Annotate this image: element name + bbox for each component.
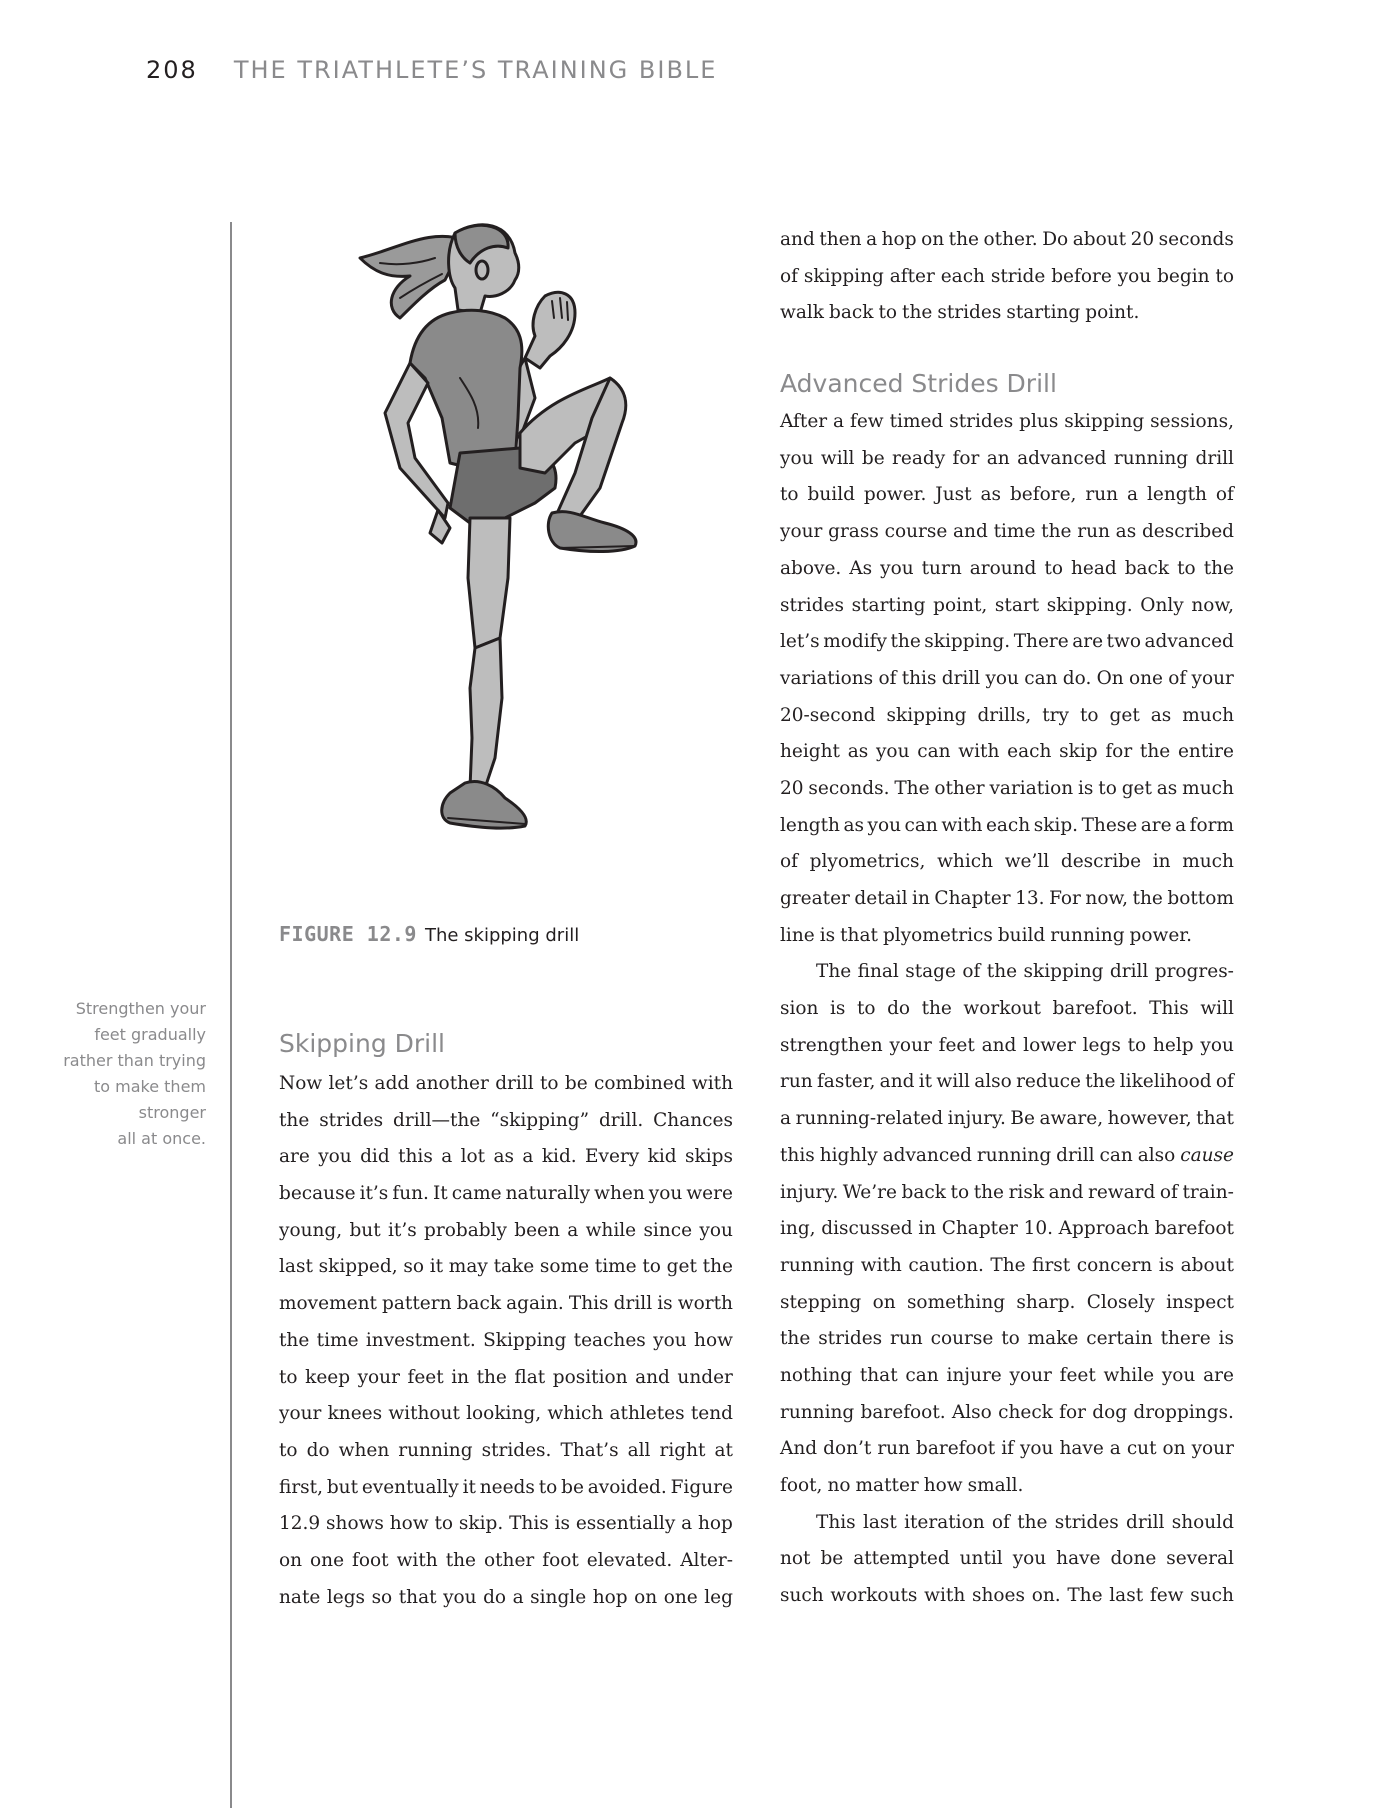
text-line: length as you can with each skip. These are a form bbox=[780, 814, 1234, 836]
figure-illustration bbox=[330, 218, 660, 883]
text-line: to do when running strides. That’s all right at bbox=[279, 1439, 733, 1461]
woman-skipping-illustration bbox=[330, 218, 660, 883]
text-line: 20 seconds. The other variation is to get as much bbox=[780, 777, 1234, 799]
paragraph-last-iteration bbox=[780, 1505, 1234, 1615]
text-line: running barefoot. Also check for dog droppings. bbox=[780, 1401, 1234, 1423]
paragraph-barefoot bbox=[780, 954, 1234, 1504]
text-line: After a few timed strides plus skipping sessions, bbox=[780, 411, 1234, 433]
text-line: your grass course and time the run as described bbox=[780, 521, 1234, 543]
text-line: nothing that can injure your feet while you are bbox=[780, 1364, 1234, 1386]
text-line: last skipped, so it may take some time to get the bbox=[279, 1256, 733, 1278]
sidebar-note-line: stronger bbox=[138, 1103, 206, 1122]
section-heading-wrap bbox=[780, 332, 1234, 404]
text-line: nate legs so that you do a single hop on one leg bbox=[279, 1586, 733, 1608]
text-line: first, but eventually it needs to be avoided. Figure bbox=[279, 1476, 733, 1498]
text-line: are you did this a lot as a kid. Every kid skips bbox=[279, 1146, 733, 1168]
sidebar-note-line: rather than trying bbox=[63, 1051, 206, 1070]
text-line: because it’s fun. It came naturally when you were bbox=[279, 1183, 733, 1205]
text-line: not be attempted until you have done several bbox=[780, 1548, 1234, 1570]
text-line: such workouts with shoes on. The last few such bbox=[780, 1585, 1234, 1607]
text-line: This last iteration of the strides drill should bbox=[816, 1511, 1234, 1533]
text-line: line is that plyometrics build running power. bbox=[780, 924, 1193, 946]
sidebar-note-line: to make them bbox=[93, 1077, 206, 1096]
figure-label: FIGURE 12.9 bbox=[279, 922, 417, 946]
text-line: to keep your feet in the flat position and under bbox=[279, 1366, 733, 1388]
running-head bbox=[146, 55, 717, 85]
text-line: run faster, and it will also reduce the likelihood of bbox=[780, 1071, 1234, 1093]
text-line: the strides run course to make certain there is bbox=[780, 1328, 1234, 1350]
section-heading-advanced-strides-drill: Advanced Strides Drill bbox=[780, 369, 1057, 399]
text-line: young, but it’s probably been a while since you bbox=[279, 1219, 733, 1241]
sidebar-note-line: feet gradually bbox=[94, 1025, 206, 1044]
text-line: the strides drill—the “skipping” drill. Chances bbox=[279, 1109, 733, 1131]
text-line: on one foot with the other foot elevated. Alter- bbox=[279, 1549, 733, 1571]
text-line: 12.9 shows how to skip. This is essentially a hop bbox=[279, 1513, 733, 1535]
book-title: THE TRIATHLETE’S TRAINING BIBLE bbox=[233, 56, 718, 84]
text-line: And don’t run barefoot if you have a cut on your bbox=[780, 1438, 1234, 1460]
text-line: to build power. Just as before, run a length of bbox=[780, 484, 1234, 506]
text-line: let’s modify the skipping. There are two advanced bbox=[780, 631, 1234, 653]
sidebar-note-line: all at once. bbox=[117, 1129, 206, 1148]
text-line: variations of this drill you can do. On one of your bbox=[780, 667, 1234, 689]
right-column-body bbox=[780, 222, 1234, 1615]
text-line: strengthen your feet and lower legs to help you bbox=[780, 1034, 1234, 1056]
text-line: foot, no matter how small. bbox=[780, 1475, 1024, 1496]
text-line: movement pattern back again. This drill is worth bbox=[279, 1293, 733, 1315]
text-line: height as you can with each skip for the entire bbox=[780, 741, 1234, 763]
text-line: a running-related injury. Be aware, however, that bbox=[780, 1108, 1234, 1130]
sidebar-note bbox=[40, 996, 206, 1152]
text-line: your knees without looking, which athletes tend bbox=[279, 1403, 733, 1425]
text-line: running with caution. The first concern is about bbox=[780, 1254, 1234, 1276]
figure-caption bbox=[279, 922, 579, 946]
sidebar-note-line: Strengthen your bbox=[75, 999, 206, 1018]
text-line: of plyometrics, which we’ll describe in much bbox=[780, 851, 1234, 873]
text-line: stepping on something sharp. Closely inspect bbox=[780, 1291, 1234, 1313]
figure-caption-text: The skipping drill bbox=[424, 925, 580, 946]
text-line: the time investment. Skipping teaches you how bbox=[279, 1329, 733, 1351]
text-line: of skipping after each stride before you begin to bbox=[780, 265, 1234, 287]
text-line: this highly advanced running drill can also cause bbox=[780, 1144, 1234, 1166]
section-heading-skipping-drill: Skipping Drill bbox=[279, 1029, 446, 1058]
text-line: 20-second skipping drills, try to get as much bbox=[780, 704, 1234, 726]
text-line: greater detail in Chapter 13. For now, the bottom bbox=[780, 888, 1234, 909]
text-line: sion is to do the workout barefoot. This will bbox=[780, 998, 1234, 1020]
text-line: walk back to the strides starting point. bbox=[780, 302, 1140, 324]
margin-rule bbox=[230, 222, 232, 1808]
text-line: and then a hop on the other. Do about 20 seconds bbox=[780, 229, 1234, 250]
text-line: strides starting point, start skipping. Only now, bbox=[780, 594, 1234, 616]
text-line: ing, discussed in Chapter 10. Approach barefoot bbox=[780, 1218, 1234, 1240]
intro-paragraph bbox=[780, 222, 1234, 332]
text-line: Now let’s add another drill to be combined with bbox=[279, 1073, 733, 1094]
text-line: above. As you turn around to head back to the bbox=[780, 557, 1234, 579]
text-line: you will be ready for an advanced running drill bbox=[780, 447, 1234, 469]
page-number: 208 bbox=[146, 56, 198, 84]
text-line: injury. We’re back to the risk and reward of train- bbox=[780, 1181, 1234, 1203]
paragraph-advanced bbox=[780, 404, 1234, 954]
left-column-body bbox=[279, 1066, 733, 1616]
text-line: The final stage of the skipping drill progres- bbox=[816, 961, 1234, 983]
